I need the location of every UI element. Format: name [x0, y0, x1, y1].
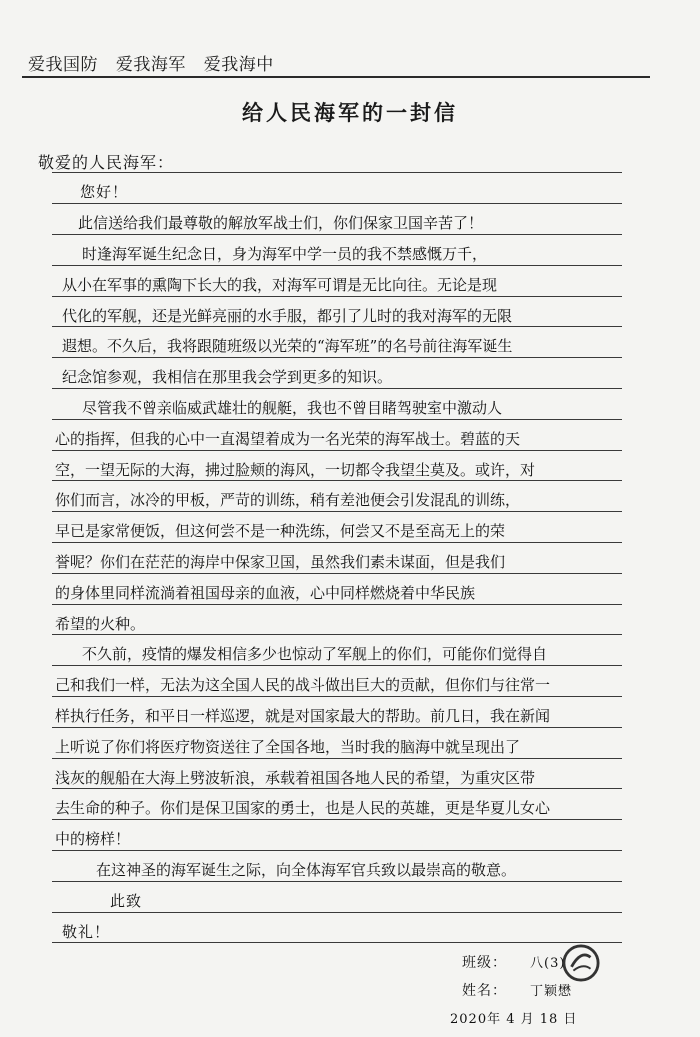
name-label: 姓名： — [462, 983, 507, 999]
closing-jingli: 敬礼！ — [62, 923, 111, 941]
ruled-line — [52, 604, 622, 605]
header-rule — [22, 76, 650, 78]
ruled-line — [52, 942, 622, 943]
class-value: 八(3) — [530, 956, 566, 971]
ruled-line — [52, 881, 622, 882]
letter-line: 去生命的种子。你们是保卫国家的勇士，也是人民的英雄，更是华夏儿女心 — [55, 799, 551, 817]
ruled-line — [52, 573, 622, 574]
letter-line: 遐想。不久后，我将跟随班级以光荣的“海军班”的名号前往海军诞生 — [62, 337, 513, 355]
letter-line: 此信送给我们最尊敬的解放军战士们，你们保家卫国辛苦了！ — [78, 214, 484, 232]
ruled-line — [52, 696, 622, 697]
greeting: 您好！ — [80, 183, 129, 201]
ruled-line — [52, 480, 622, 481]
ruled-line — [52, 819, 622, 820]
ruled-line — [52, 296, 622, 297]
letter-line: 纪念馆参观，我相信在那里我会学到更多的知识。 — [62, 368, 393, 386]
ruled-line — [52, 326, 622, 327]
ruled-line — [52, 542, 622, 543]
letter-line: 誉呢？你们在茫茫的海岸中保家卫国，虽然我们素未谋面，但是我们 — [55, 553, 506, 571]
letter-line: 浅灰的舰船在大海上劈波斩浪，承载着祖国各地人民的希望，为重灾区带 — [55, 769, 536, 787]
ruled-line — [52, 265, 622, 266]
closing-tribute: 在这神圣的海军诞生之际，向全体海军官兵致以最崇高的敬意。 — [96, 861, 517, 879]
ruled-line — [52, 203, 622, 204]
ruled-line — [52, 419, 622, 420]
letter-line: 中的榜样！ — [55, 830, 131, 848]
letter-line: 的身体里同样流淌着祖国母亲的血液，心中同样燃烧着中华民族 — [55, 584, 476, 602]
ruled-line — [52, 634, 622, 635]
header-slogans: 爱我国防 爱我海军 爱我海中 — [28, 55, 274, 75]
letter-title: 给人民海军的一封信 — [242, 100, 458, 125]
letter-line: 时逢海军诞生纪念日，身为海军中学一员的我不禁感慨万千， — [82, 245, 488, 263]
letter-line: 空，一望无际的大海，拂过脸颊的海风，一切都令我望尘莫及。或许，对 — [55, 461, 536, 479]
ruled-line — [52, 788, 622, 789]
school-seal-icon — [562, 944, 600, 982]
letter-line: 从小在军事的熏陶下长大的我，对海军可谓是无比向往。无论是现 — [62, 276, 498, 294]
ruled-line — [52, 234, 622, 235]
ruled-line — [52, 450, 622, 451]
letter-line: 希望的火种。 — [55, 615, 146, 633]
name-value: 丁颖懋 — [530, 984, 573, 999]
letter-date: 2020年 4 月 18 日 — [450, 1012, 578, 1027]
class-label: 班级： — [462, 955, 507, 971]
ruled-line — [52, 727, 622, 728]
letter-line: 不久前，疫情的爆发相信多少也惊动了军舰上的你们，可能你们觉得自 — [82, 645, 548, 663]
ruled-line — [52, 850, 622, 851]
salutation: 敬爱的人民海军： — [38, 153, 175, 172]
ruled-line — [52, 388, 622, 389]
letter-line: 你们而言，冰冷的甲板，严苛的训练，稍有差池便会引发混乱的训练， — [55, 491, 521, 509]
ruled-line — [52, 912, 622, 913]
letter-line: 早已是家常便饭，但这何尝不是一种洗练，何尝又不是至高无上的荣 — [55, 522, 506, 540]
letter-line: 尽管我不曾亲临威武雄壮的舰艇，我也不曾目睹驾驶室中激动人 — [82, 399, 503, 417]
letter-line: 心的指挥，但我的心中一直渴望着成为一名光荣的海军战士。碧蓝的天 — [55, 430, 521, 448]
letter-line: 己和我们一样，无法为这全国人民的战斗做出巨大的贡献，但你们与往常一 — [55, 676, 551, 694]
ruled-line — [52, 665, 622, 666]
ruled-line — [52, 511, 622, 512]
letter-line: 样执行任务，和平日一样巡逻，就是对国家最大的帮助。前几日，我在新闻 — [55, 707, 551, 725]
letter-line: 代化的军舰，还是光鲜亮丽的水手服，都引了儿时的我对海军的无限 — [62, 307, 513, 325]
letter-line: 上听说了你们将医疗物资送往了全国各地，当时我的脑海中就呈现出了 — [55, 738, 521, 756]
ruled-line — [52, 758, 622, 759]
closing-cizhi: 此致 — [110, 892, 143, 910]
ruled-line — [52, 357, 622, 358]
